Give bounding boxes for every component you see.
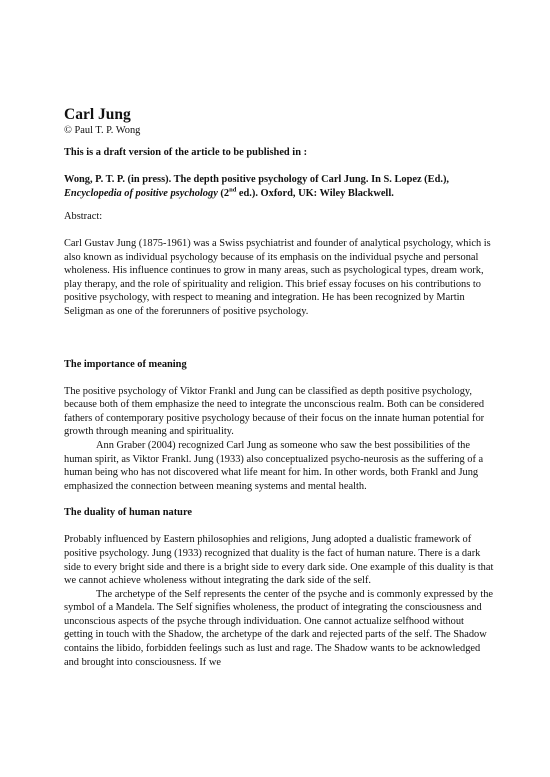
section-paragraph: The positive psychology of Viktor Frankl and Jung can be classified as depth positive psychology, because both of them emphasize the need to integrate the unconscious realm. Both can be considered fathers of contemporary positive psychology because of their focus on the innate human potential for growth through meaning and spirituality. [64, 385, 485, 438]
article-body [64, 106, 494, 669]
section-heading-duality: The duality of human nature [64, 507, 192, 519]
section-paragraph: Probably influenced by Eastern philosophies and religions, Jung adopted a dualistic framework of positive psychology. Jung (1933) recognized that duality is the fact of human nature. There is a dark side to every bright side and there is a bright side to every dark side. One example of this duality is that we cannot achieve wholeness without integrating the dark side of the self. [64, 534, 494, 587]
article-title: Carl Jung [64, 106, 131, 123]
abstract-paragraph: Carl Gustav Jung (1875-1961) was a Swiss psychiatrist and founder of analytical psychology, which is also known as individual psychology because of its emphasis on the individual psyche and personal wholeness. His influence continues to grow in many areas, such as psychological types, dream work, play therapy, and the role of spirituality and religion. This brief essay focuses on his contributions to positive psychology, with respect to meaning and integration. He has been recognized by Martin Seligman as one of the forerunners of positive psychology. [64, 238, 491, 317]
citation-reference [64, 173, 494, 201]
section-paragraph: The archetype of the Self represents the center of the psyche and is commonly expressed by the symbol of a Mandela. The Self signifies wholeness, the product of integrating the consciousness and unconscious aspects of the psyche through individuation. One cannot actualize selfhood without getting in touch with the Shadow, the archetype of the dark and rejected parts of the self. The Shadow contains the libido, forbidden feelings such as lust and rage. The Shadow wants to be acknowledged and brought into consciousness. If we [64, 588, 494, 668]
copyright-line: © Paul T. P. Wong [64, 125, 141, 136]
citation-superscript: nd [229, 186, 237, 194]
section-heading-meaning: The importance of meaning [64, 358, 187, 370]
abstract-label: Abstract: [64, 211, 103, 222]
draft-notice: This is a draft version of the article to be published in : [64, 147, 308, 158]
citation-part-2: (2 [217, 188, 230, 199]
citation-book-title: Encyclopedia of positive psychology [64, 188, 218, 199]
section-paragraph: Ann Graber (2004) recognized Carl Jung as someone who saw the best possibilities of the human spirit, as Viktor Frankl. Jung (1933) also conceptualized psycho-neurosis as the suffering of a human being who has not discovered what life meant for him. In other words, both Frankl and Jung emphasized the connection between meaning systems and mental health. [64, 439, 484, 492]
citation-part-1: Wong, P. T. P. (in press). The depth positive psychology of Carl Jung. In S. Lopez (Ed.), [64, 174, 450, 185]
citation-part-3: ed.). Oxford, UK: Wiley Blackwell. [236, 188, 394, 199]
